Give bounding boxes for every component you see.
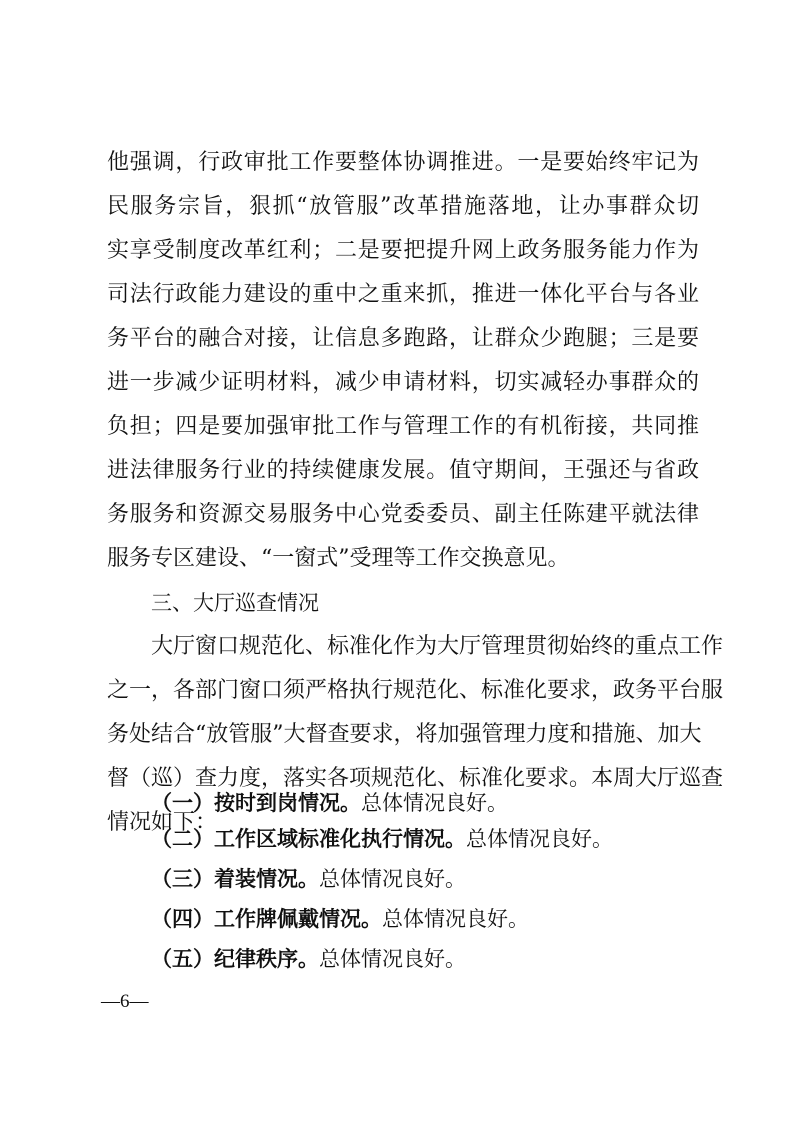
paragraph-line: 进一步减少证明材料，减少申请材料，切实减轻办事群众的 bbox=[107, 370, 699, 395]
paragraph-line: 服务专区建设、“一窗式”受理等工作交换意见。 bbox=[107, 546, 570, 571]
list-item-text: 总体情况良好。 bbox=[361, 791, 508, 815]
list-item-lead: （五）纪律秩序。 bbox=[151, 947, 319, 971]
list-item bbox=[151, 790, 508, 816]
paragraph-line: 务服务和资源交易服务中心党委委员、副主任陈建平就法律 bbox=[107, 502, 699, 527]
list-item bbox=[151, 826, 613, 852]
section-heading: 三、大厅巡查情况 bbox=[151, 591, 319, 615]
list-item bbox=[151, 866, 466, 892]
list-item-text: 总体情况良好。 bbox=[319, 867, 466, 891]
list-item-lead: （二）工作区域标准化执行情况。 bbox=[151, 827, 466, 851]
paragraph-line: 他强调，行政审批工作要整体协调推进。一是要始终牢记为 bbox=[107, 150, 699, 175]
paragraph-line: 情况如下： bbox=[107, 810, 218, 835]
paragraph-line: 负担；四是要加强审批工作与管理工作的有机衔接，共同推 bbox=[107, 414, 699, 439]
list-item-lead: （三）着装情况。 bbox=[151, 867, 319, 891]
paragraph-line: 之一，各部门窗口须严格执行规范化、标准化要求，政务平台服 bbox=[107, 678, 724, 703]
list-item bbox=[151, 946, 466, 972]
paragraph-line: 司法行政能力建设的重中之重来抓，推进一体化平台与各业 bbox=[107, 282, 699, 307]
paragraph-line: 民服务宗旨，狠抓“放管服”改革措施落地，让办事群众切 bbox=[107, 194, 699, 219]
paragraph-line: 督（巡）查力度，落实各项规范化、标准化要求。本周大厅巡查 bbox=[107, 766, 724, 791]
paragraph-line: 实享受制度改革红利；二是要把提升网上政务服务能力作为 bbox=[107, 238, 699, 263]
list-item-text: 总体情况良好。 bbox=[319, 947, 466, 971]
paragraph-line: 大厅窗口规范化、标准化作为大厅管理贯彻始终的重点工作 bbox=[151, 634, 724, 659]
list-item-text: 总体情况良好。 bbox=[466, 827, 613, 851]
paragraph-line: 务平台的融合对接，让信息多跑路，让群众少跑腿；三是要 bbox=[107, 326, 699, 351]
page-number: —6— bbox=[101, 991, 149, 1012]
list-item-text: 总体情况良好。 bbox=[382, 907, 529, 931]
list-item bbox=[151, 906, 529, 932]
paragraph-line: 进法律服务行业的持续健康发展。值守期间，王强还与省政 bbox=[107, 458, 699, 483]
paragraph-line: 务处结合“放管服”大督查要求，将加强管理力度和措施、加大 bbox=[107, 722, 702, 747]
list-item-lead: （一）按时到岗情况。 bbox=[151, 791, 361, 815]
list-item-lead: （四）工作牌佩戴情况。 bbox=[151, 907, 382, 931]
